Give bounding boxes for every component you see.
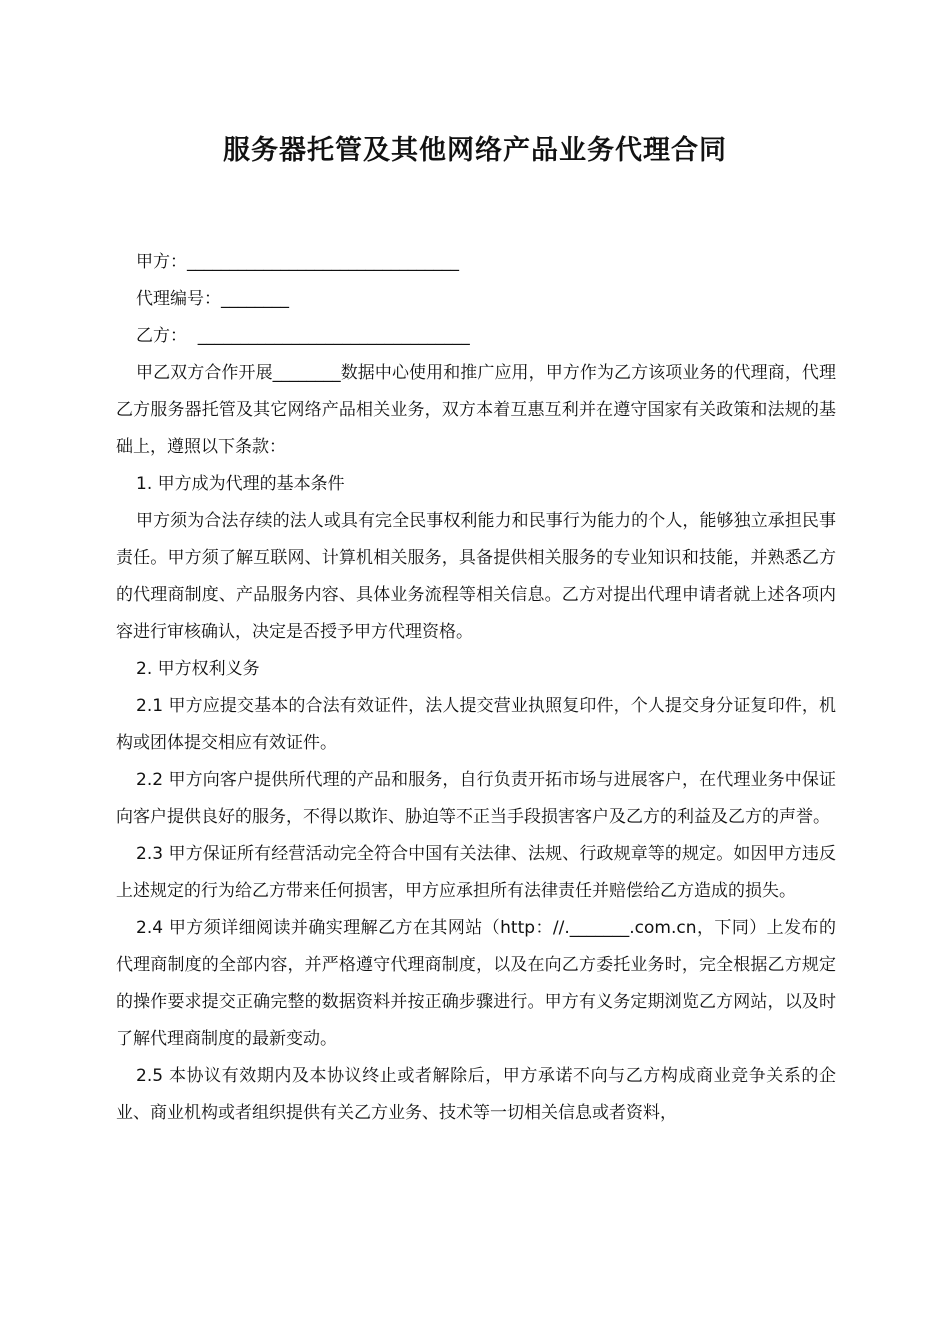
section-2-heading: 2. 甲方权利义务 — [136, 659, 260, 679]
section-1-heading: 1. 甲方成为代理的基本条件 — [136, 474, 345, 494]
agent-number-line: 代理编号：________ — [136, 289, 289, 309]
intro-paragraph: 甲乙双方合作开展________数据中心使用和推广应用，甲方作为乙方该项业务的代理商，代理乙方服务器托管及其它网络产品相关业务，双方本着互惠互利并在遵守国家有关政策和法规的基础上，遵照以下条款： — [116, 363, 836, 457]
contract-title: 服务器托管及其他网络产品业务代理合同 — [223, 135, 727, 166]
clause-2-2: 2.2 甲方向客户提供所代理的产品和服务，自行负责开拓市场与进展客户，在代理业务中保证向客户提供良好的服务，不得以欺诈、胁迫等不正当手段损害客户及乙方的利益及乙方的声誉。 — [116, 770, 836, 827]
clause-2-4: 2.4 甲方须详细阅读并确实理解乙方在其网站（http：//._______.com.cn，下同）上发布的代理商制度的全部内容，并严格遵守代理商制度，以及在向乙方委托业务时，完全根据乙方规定的操作要求提交正确完整的数据资料并按正确步骤进行。甲方有义务定期浏览乙方网站，以及时了解代理商制度的最新变动。 — [116, 918, 836, 1049]
section-1-body: 甲方须为合法存续的法人或具有完全民事权利能力和民事行为能力的个人，能够独立承担民事责任。甲方须了解互联网、计算机相关服务，具备提供相关服务的专业知识和技能，并熟悉乙方的代理商制度、产品服务内容、具体业务流程等相关信息。乙方对提出代理申请者就上述各项内容进行审核确认，决定是否授予甲方代理资格。 — [116, 511, 836, 642]
clause-2-3: 2.3 甲方保证所有经营活动完全符合中国有关法律、法规、行政规章等的规定。如因甲方违反上述规定的行为给乙方带来任何损害，甲方应承担所有法律责任并赔偿给乙方造成的损失。 — [116, 844, 836, 901]
contract-body — [116, 244, 836, 1132]
clause-2-1: 2.1 甲方应提交基本的合法有效证件，法人提交营业执照复印件，个人提交身分证复印件，机构或团体提交相应有效证件。 — [116, 696, 836, 753]
clause-2-5: 2.5 本协议有效期内及本协议终止或者解除后，甲方承诺不向与乙方构成商业竞争关系的企业、商业机构或者组织提供有关乙方业务、技术等一切相关信息或者资料， — [116, 1066, 836, 1123]
party-b-line: 乙方： ________________________________ — [136, 326, 470, 346]
party-a-line: 甲方：________________________________ — [136, 252, 459, 272]
